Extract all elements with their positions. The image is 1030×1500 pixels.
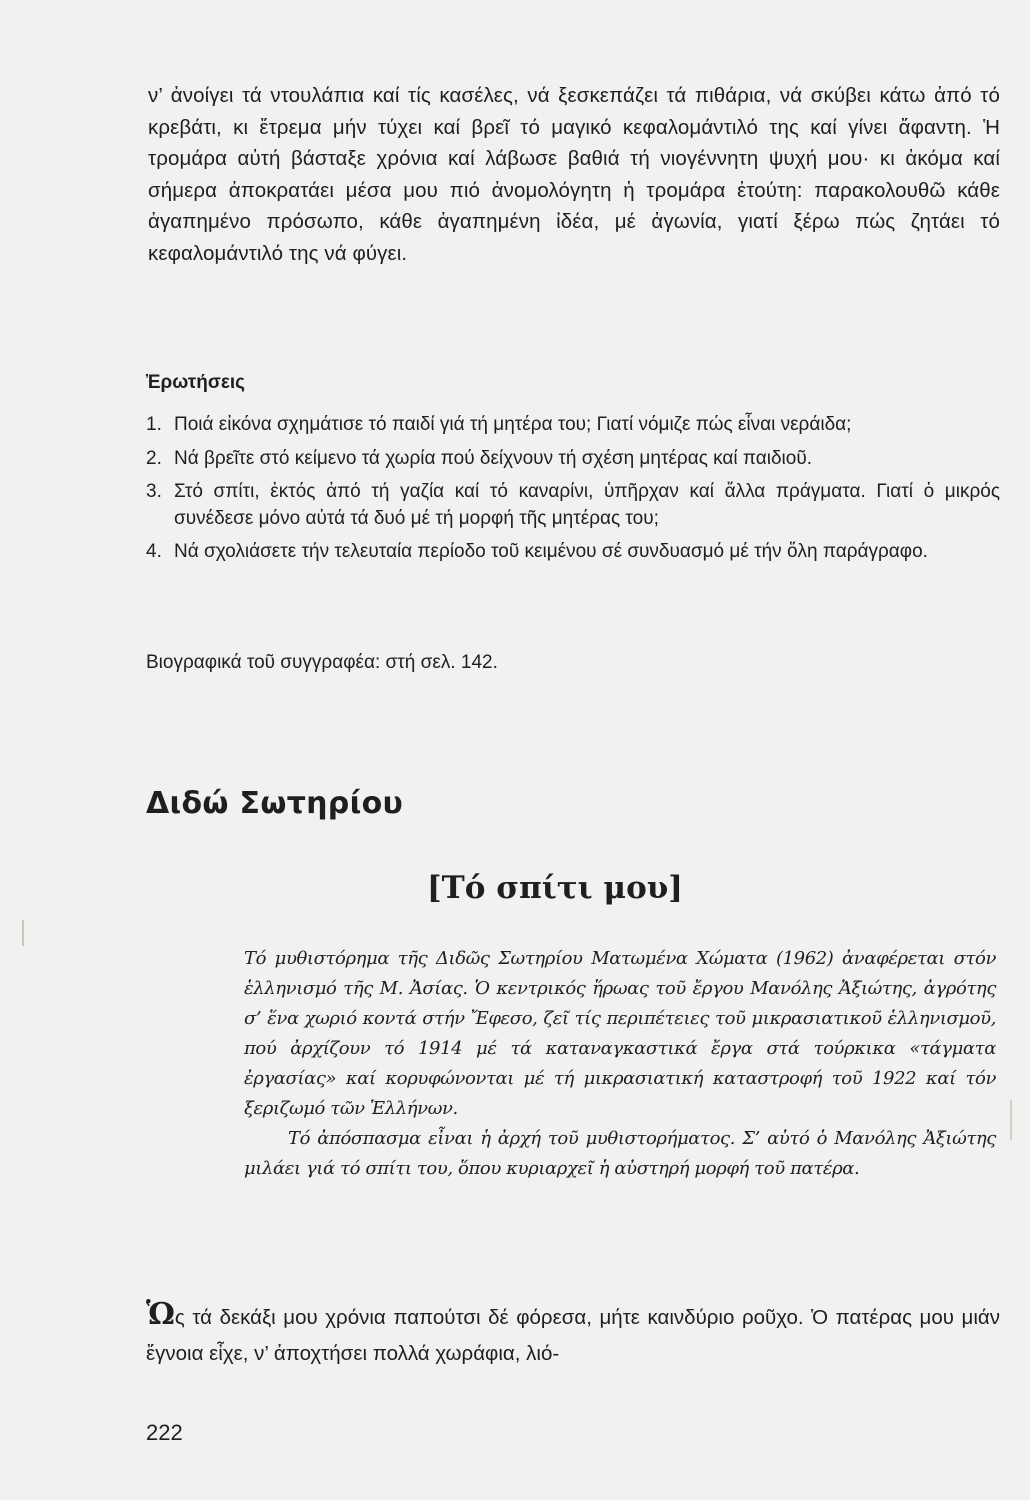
questions-list	[146, 412, 1000, 573]
excerpt-title: [Τό σπίτι μου]	[427, 870, 683, 906]
question-text: Ποιά εἰκόνα σχημάτισε τό παιδί γιά τή μητέρα του; Γιατί νόμιζε πώς εἶναι νεράιδα;	[174, 414, 852, 435]
continued-paragraph: ν’ ἀνοίγει τά ντουλάπια καί τίς κασέλες, νά ξεσκεπάζει τά πιθάρια, νά σκύβει κάτω ἀπό τό κρεβάτι, κι ἔτρεμα μήν τύχει καί βρεῖ τό μαγικό κεφαλομάντιλό της καί γίνει ἄφαντη. Ἡ τρομάρα αὐτή βάσταξε χρόνια καί λάβωσε βαθιά τή νιογέννητη ψυχή μου· κι ἀκόμα καί σήμερα ἀποκρατάει μέσα μου πιό ἀνομολόγητη ἡ τρομάρα ἐτούτη: παρακολουθῶ κάθε ἀγαπημένο πρόσωπο, κάθε ἀγαπημένη ἰδέα, μέ ἀγωνία, γιατί ξέρω πώς ζητάει τό κεφαλομάντιλό της νά φύγει.	[148, 84, 1000, 265]
question-text: Στό σπίτι, ἐκτός ἀπό τή γαζία καί τό καναρίνι, ὑπῆρχαν καί ἄλλα πράγματα. Γιατί ὁ μικρός συνέδεσε μόνο αὐτά τά δυό μέ τή μορφή τῆς μητέρας του;	[174, 481, 1000, 529]
question-item	[146, 446, 1000, 473]
author-name: Διδώ Σωτηρίου	[146, 786, 404, 821]
question-text: Νά βρεῖτε στό κείμενο τά χωρία πού δείχνουν τή σχέση μητέρας καί παιδιοῦ.	[174, 447, 812, 469]
question-item	[146, 479, 1000, 532]
question-text: Νά σχολιάσετε τήν τελευταία περίοδο τοῦ κειμένου σέ συνδυασμό μέ τήν ὅλη παράγραφο.	[174, 541, 928, 562]
question-item	[146, 539, 1000, 566]
question-item	[146, 412, 1000, 439]
margin-mark	[22, 920, 24, 946]
story-opening	[146, 1297, 1000, 1372]
page-number: 222	[146, 1420, 183, 1445]
excerpt-introduction	[244, 944, 996, 1184]
drop-cap: Ὡ	[146, 1297, 175, 1332]
author-bio-reference: Βιογραφικά τοῦ συγγραφέα: στή σελ. 142.	[146, 652, 498, 673]
question-number: 4.	[146, 541, 162, 562]
question-number: 1.	[146, 414, 162, 435]
intro-paragraph-2: Τό ἀπόσπασμα εἶναι ἡ ἀρχή τοῦ μυθιστορήματος. Σ’ αὐτό ὁ Μανόλης Ἀξιώτης μιλάει γιά τό σπίτι του, ὅπου κυριαρχεῖ ἡ αὐστηρή μορφή τοῦ πατέρα.	[244, 1128, 996, 1179]
margin-mark	[1010, 1100, 1012, 1140]
question-number: 2.	[146, 447, 162, 469]
questions-heading: Ἐρωτήσεις	[146, 372, 246, 393]
question-number: 3.	[146, 481, 162, 502]
story-text: ς τά δεκάξι μου χρόνια παπούτσι δέ φόρεσα, μήτε καινδύριο ροῦχο. Ὁ πατέρας μου μιάν ἔγνοια εἶχε, ν’ ἀποχτήσει πολλά χωράφια, λιό-	[146, 1306, 1000, 1365]
intro-paragraph-1: Τό μυθιστόρημα τῆς Διδῶς Σωτηρίου Ματωμένα Χώματα (1962) ἀναφέρεται στόν ἑλληνισμό τῆς Μ. Ἀσίας. Ὁ κεντρικός ἥρωας τοῦ ἔργου Μανόλης Ἀξιώτης, ἀγρότης σ’ ἕνα χωριό κοντά στήν Ἔφεσο, ζεῖ τίς περιπέτειες τοῦ μικρασιατικοῦ ἑλληνισμοῦ, πού ἀρχίζουν τό 1914 μέ τά καταναγκαστικά ἔργα στά τούρκικα «τάγματα ἐργασίας» καί κορυφώνονται μέ τή μικρασιατική καταστροφή τοῦ 1922 καί τόν ξεριζωμό τῶν Ἑλλήνων.	[244, 948, 996, 1119]
